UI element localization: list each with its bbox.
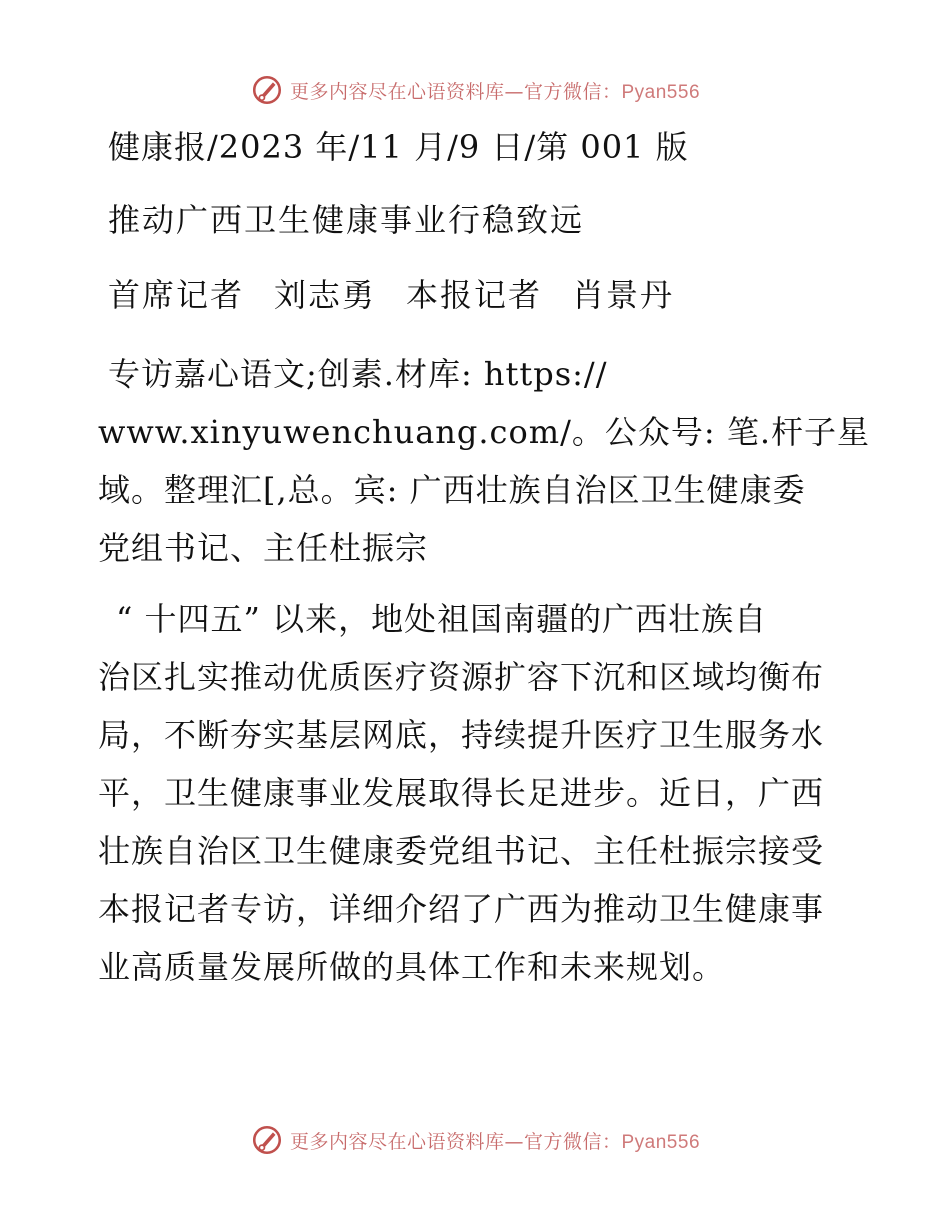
intro-line: 域。整理汇[,总。宾: 广西壮族自治区卫生健康委 — [98, 471, 806, 509]
pen-seal-icon — [250, 1123, 284, 1157]
watermark-text — [290, 77, 700, 104]
pen-seal-icon — [250, 73, 284, 107]
byline-name-1: 刘志勇 — [274, 276, 377, 314]
article-byline — [108, 275, 868, 315]
watermark-main: 更多内容尽在心语资料库—官方微信： — [289, 80, 622, 103]
watermark-id: Pyan556 — [621, 1131, 701, 1153]
watermark-footer — [0, 1120, 950, 1160]
body-line: 局，不断夯实基层网底，持续提升医疗卫生服务水 — [98, 716, 825, 754]
publication-meta: 健康报/2023 年/11 月/9 日/第 001 版 — [108, 128, 689, 166]
watermark-main: 更多内容尽在心语资料库—官方微信： — [289, 1130, 622, 1153]
body-line: “ 十四五” 以来，地处祖国南疆的广西壮族自 — [116, 600, 768, 638]
body-line: 壮族自治区卫生健康委党组书记、主任杜振宗接受 — [98, 832, 825, 870]
byline-role-1: 首席记者 — [108, 276, 245, 314]
intro-line: 党组书记、主任杜振宗 — [98, 529, 429, 567]
body-line: 业高质量发展所做的具体工作和未来规划。 — [98, 948, 726, 986]
byline-name-2: 肖景丹 — [572, 276, 675, 314]
watermark-id: Pyan556 — [621, 81, 701, 103]
byline-role-2: 本报记者 — [406, 276, 543, 314]
watermark-text — [290, 1127, 700, 1154]
article-headline: 推动广西卫生健康事业行稳致远 — [108, 201, 585, 239]
intro-line: 专访嘉心语文;创素.材库: https:// — [108, 355, 608, 393]
watermark-header — [0, 70, 950, 110]
body-paragraph — [98, 590, 858, 996]
intro-line: www.xinyuwenchuang.com/。公众号: 笔.杆子星 — [98, 413, 870, 451]
body-line: 平，卫生健康事业发展取得长足进步。近日，广西 — [98, 774, 825, 812]
body-line: 治区扎实推动优质医疗资源扩容下沉和区域均衡布 — [98, 658, 825, 696]
body-line: 本报记者专访，详细介绍了广西为推动卫生健康事 — [98, 890, 825, 928]
intro-paragraph — [98, 345, 870, 577]
